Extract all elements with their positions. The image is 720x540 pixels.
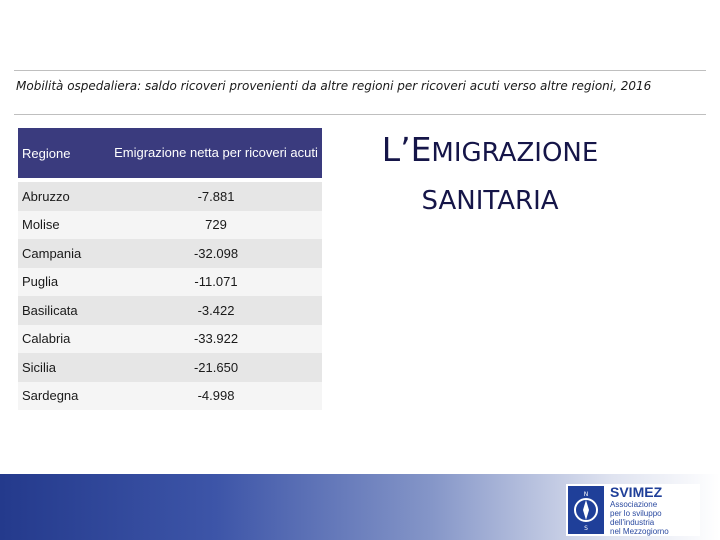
logo-text	[610, 484, 669, 536]
compass-icon	[568, 486, 604, 534]
region-cell: Abruzzo	[18, 180, 110, 211]
value-cell: -11.071	[110, 268, 322, 297]
slide-headline	[360, 126, 620, 225]
table-row	[18, 353, 322, 382]
column-header-emigrazione: Emigrazione netta per ricoveri acuti	[110, 128, 322, 180]
table-row	[18, 296, 322, 325]
region-cell: Molise	[18, 211, 110, 240]
headline-initial: L’E	[381, 130, 432, 169]
value-cell: -3.422	[110, 296, 322, 325]
region-cell: Campania	[18, 239, 110, 268]
table-row	[18, 180, 322, 211]
logo-tagline-4: nel Mezzogiorno	[610, 527, 669, 536]
table-row	[18, 382, 322, 411]
region-cell: Sicilia	[18, 353, 110, 382]
headline-word-1: MIGRAZIONE	[431, 138, 599, 168]
caption-divider	[14, 114, 706, 115]
region-cell: Puglia	[18, 268, 110, 297]
headline-line-2: SANITARIA	[421, 186, 559, 216]
table-row	[18, 325, 322, 354]
region-cell: Sardegna	[18, 382, 110, 411]
logo-tagline-3: dell'industria	[610, 518, 655, 527]
emigration-table	[18, 128, 322, 410]
value-cell: -4.998	[110, 382, 322, 411]
svimez-logo	[566, 484, 700, 536]
logo-tagline-2: per lo sviluppo	[610, 509, 662, 518]
headline-line-1	[360, 126, 620, 177]
compass-north-label: N	[583, 491, 589, 498]
compass-south-label: S	[584, 525, 588, 532]
region-cell: Basilicata	[18, 296, 110, 325]
table-caption: Mobilità ospedaliera: saldo ricoveri provenienti da altre regioni per ricoveri acuti verso altre regioni, 2016	[16, 79, 652, 93]
value-cell: -7.881	[110, 180, 322, 211]
table-row	[18, 268, 322, 297]
logo-tagline-1: Associazione	[610, 500, 658, 509]
column-header-regione: Regione	[18, 128, 110, 180]
value-cell: -32.098	[110, 239, 322, 268]
table-header-row	[18, 128, 322, 180]
top-divider	[14, 70, 706, 71]
logo-name: SVIMEZ	[610, 484, 663, 500]
region-cell: Calabria	[18, 325, 110, 354]
value-cell: -33.922	[110, 325, 322, 354]
table-row	[18, 239, 322, 268]
value-cell: -21.650	[110, 353, 322, 382]
table-row	[18, 211, 322, 240]
value-cell: 729	[110, 211, 322, 240]
